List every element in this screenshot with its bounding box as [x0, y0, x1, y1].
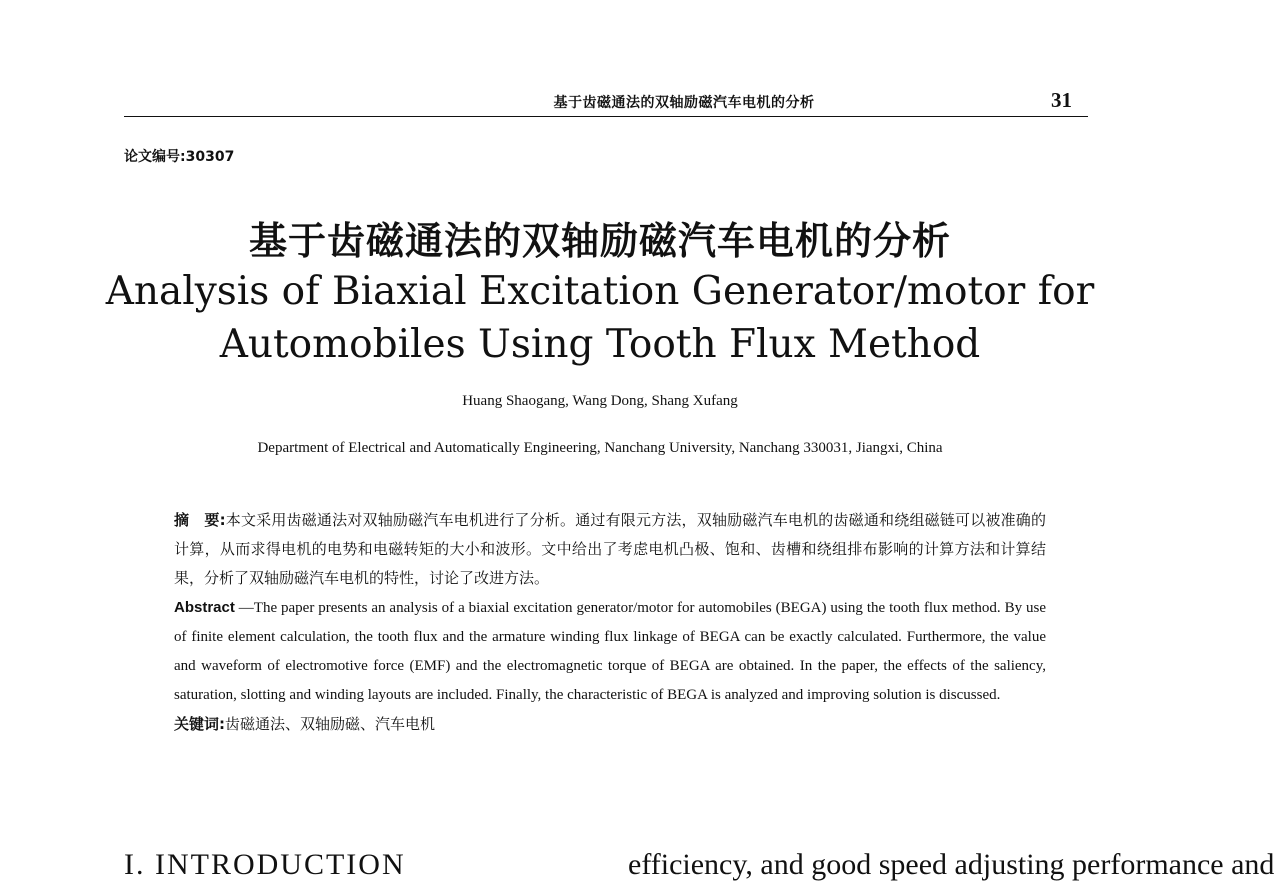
authors: Huang Shaogang, Wang Dong, Shang Xufang [462, 393, 738, 409]
chinese-abstract-label: 摘 要: [174, 511, 226, 529]
english-abstract [174, 593, 1046, 710]
keywords-text: 齿磁通法、双轴励磁、汽车电机 [225, 715, 436, 733]
running-title: 基于齿磁通法的双轴励磁汽车电机的分析 [553, 95, 815, 111]
english-title-line-2: Automobiles Using Tooth Flux Method [219, 322, 981, 367]
keywords [174, 710, 1046, 739]
column-2-text-fragment: efficiency, and good speed adjusting performance and [628, 848, 1274, 881]
chinese-abstract-text: 本文采用齿磁通法对双轴励磁汽车电机进行了分析。通过有限元方法，双轴励磁汽车电机的齿磁通和绕组磁链可以被准确的计算，从而求得电机的电势和电磁转矩的大小和波形。文中给出了考虑电机凸极、饱和、齿槽和绕组排布影响的计算方法和计算结果，分析了双轴励磁汽车电机的特性，讨论了改进方法。 [174, 511, 1046, 587]
english-abstract-label: Abstract [174, 599, 235, 616]
abstract-block [174, 506, 1046, 739]
page-number: 31 [1051, 88, 1072, 112]
chinese-abstract [174, 506, 1046, 593]
running-header [124, 90, 1088, 117]
affiliation: Department of Electrical and Automatically Engineering, Nanchang University, Nanchang 330031, Jiangxi, China [257, 440, 943, 456]
english-abstract-text: —The paper presents an analysis of a biaxial excitation generator/motor for automobiles (BEGA) using the tooth flux method. By use of finite element calculation, the tooth flux and the armature winding flux linkage of BEGA can be exactly calculated. Furthermore, the value and waveform of electromotive force (EMF) and the electromagnetic torque of BEGA are obtained. In the paper, the effects of the saliency, saturation, slotting and winding layouts are included. Finally, the characteristic of BEGA is analyzed and improving solution is discussed. [174, 600, 1046, 703]
keywords-label: 关键词: [174, 715, 225, 733]
english-title-line-1: Analysis of Biaxial Excitation Generator/motor for [105, 269, 1095, 314]
chinese-title: 基于齿磁通法的双轴励磁汽车电机的分析 [248, 219, 951, 263]
section-heading-introduction: I. INTRODUCTION [124, 848, 406, 881]
english-title [90, 265, 1110, 371]
paper-number: 论文编号:30307 [124, 149, 235, 165]
